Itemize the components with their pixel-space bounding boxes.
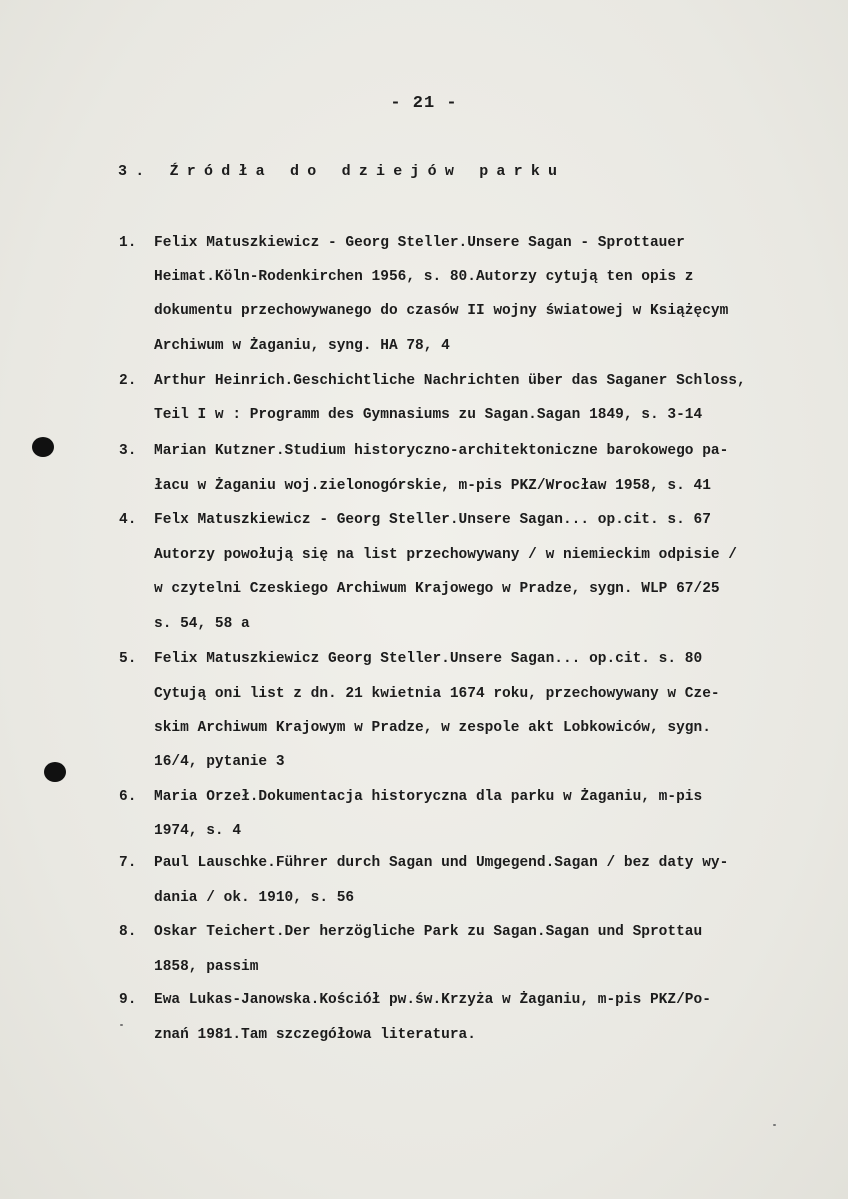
- entry-line: 16/4, pytanie 3: [154, 754, 285, 770]
- entry-line: Arthur Heinrich.Geschichtliche Nachrichten über das Saganer Schloss,: [154, 373, 746, 389]
- reference-entry-2: [119, 373, 839, 453]
- page-number: - 21 -: [390, 94, 458, 113]
- entry-line: Paul Lauschke.Führer durch Sagan und Umgegend.Sagan / bez daty wy-: [154, 855, 729, 871]
- punch-hole-top: [32, 437, 54, 457]
- section-heading: 3. Źródła do dziejów parku: [118, 163, 566, 180]
- entry-number: 3.: [119, 443, 137, 459]
- scan-speck: [773, 1124, 776, 1126]
- entry-line: łacu w Żaganiu woj.zielonogórskie, m-pis PKZ/Wrocław 1958, s. 41: [154, 478, 711, 494]
- entry-number: 4.: [119, 512, 137, 528]
- entry-number: 6.: [119, 789, 137, 805]
- entry-number: 9.: [119, 992, 137, 1008]
- entry-line: Oskar Teichert.Der herzögliche Park zu Sagan.Sagan und Sprottau: [154, 924, 703, 940]
- entry-line: dania / ok. 1910, s. 56: [154, 890, 355, 906]
- entry-line: skim Archiwum Krajowym w Pradze, w zespole akt Lobkowiców, sygn.: [154, 720, 711, 736]
- entry-line: Archiwum w Żaganiu, syng. HA 78, 4: [154, 338, 450, 354]
- reference-entry-7: [119, 855, 839, 935]
- reference-entry-9: [119, 992, 839, 1072]
- entry-number: 7.: [119, 855, 137, 871]
- reference-entry-4: [119, 512, 839, 632]
- entry-line: Autorzy powołują się na list przechowywany / w niemieckim odpisie /: [154, 547, 737, 563]
- entry-number: 1.: [119, 235, 137, 251]
- entry-line: 1858, passim: [154, 959, 259, 975]
- entry-line: Marian Kutzner.Studium historyczno-architektoniczne barokowego pa-: [154, 443, 729, 459]
- entry-line: Felix Matuszkiewicz - Georg Steller.Unsere Sagan - Sprottauer: [154, 235, 685, 251]
- entry-number: 2.: [119, 373, 137, 389]
- entry-line: Teil I w : Programm des Gymnasiums zu Sagan.Sagan 1849, s. 3-14: [154, 407, 703, 423]
- entry-line: Heimat.Köln-Rodenkirchen 1956, s. 80.Autorzy cytują ten opis z: [154, 269, 694, 285]
- entry-number: 5.: [119, 651, 137, 667]
- entry-line: znań 1981.Tam szczegółowa literatura.: [154, 1027, 476, 1043]
- reference-entry-1: [119, 235, 839, 354]
- entry-line: Felix Matuszkiewicz Georg Steller.Unsere Sagan... op.cit. s. 80: [154, 651, 703, 667]
- entry-line: s. 54, 58 a: [154, 616, 250, 632]
- entry-number: 8.: [119, 924, 137, 940]
- entry-line: Felx Matuszkiewicz - Georg Steller.Unsere Sagan... op.cit. s. 67: [154, 512, 711, 528]
- entry-line: Maria Orzeł.Dokumentacja historyczna dla parku w Żaganiu, m-pis: [154, 789, 703, 805]
- punch-hole-bottom: [44, 762, 66, 782]
- entry-line: Cytują oni list z dn. 21 kwietnia 1674 roku, przechowywany w Cze-: [154, 686, 720, 702]
- entry-line: dokumentu przechowywanego do czasów II wojny światowej w Książęcym: [154, 303, 729, 319]
- entry-line: w czytelni Czeskiego Archiwum Krajowego w Pradze, sygn. WLP 67/25: [154, 581, 720, 597]
- entry-line: 1974, s. 4: [154, 823, 242, 839]
- reference-entry-3: [119, 443, 839, 523]
- scan-speck: [120, 1024, 123, 1026]
- entry-line: Ewa Lukas-Janowska.Kościół pw.św.Krzyża w Żaganiu, m-pis PKZ/Po-: [154, 992, 711, 1008]
- reference-entry-5: [119, 651, 839, 770]
